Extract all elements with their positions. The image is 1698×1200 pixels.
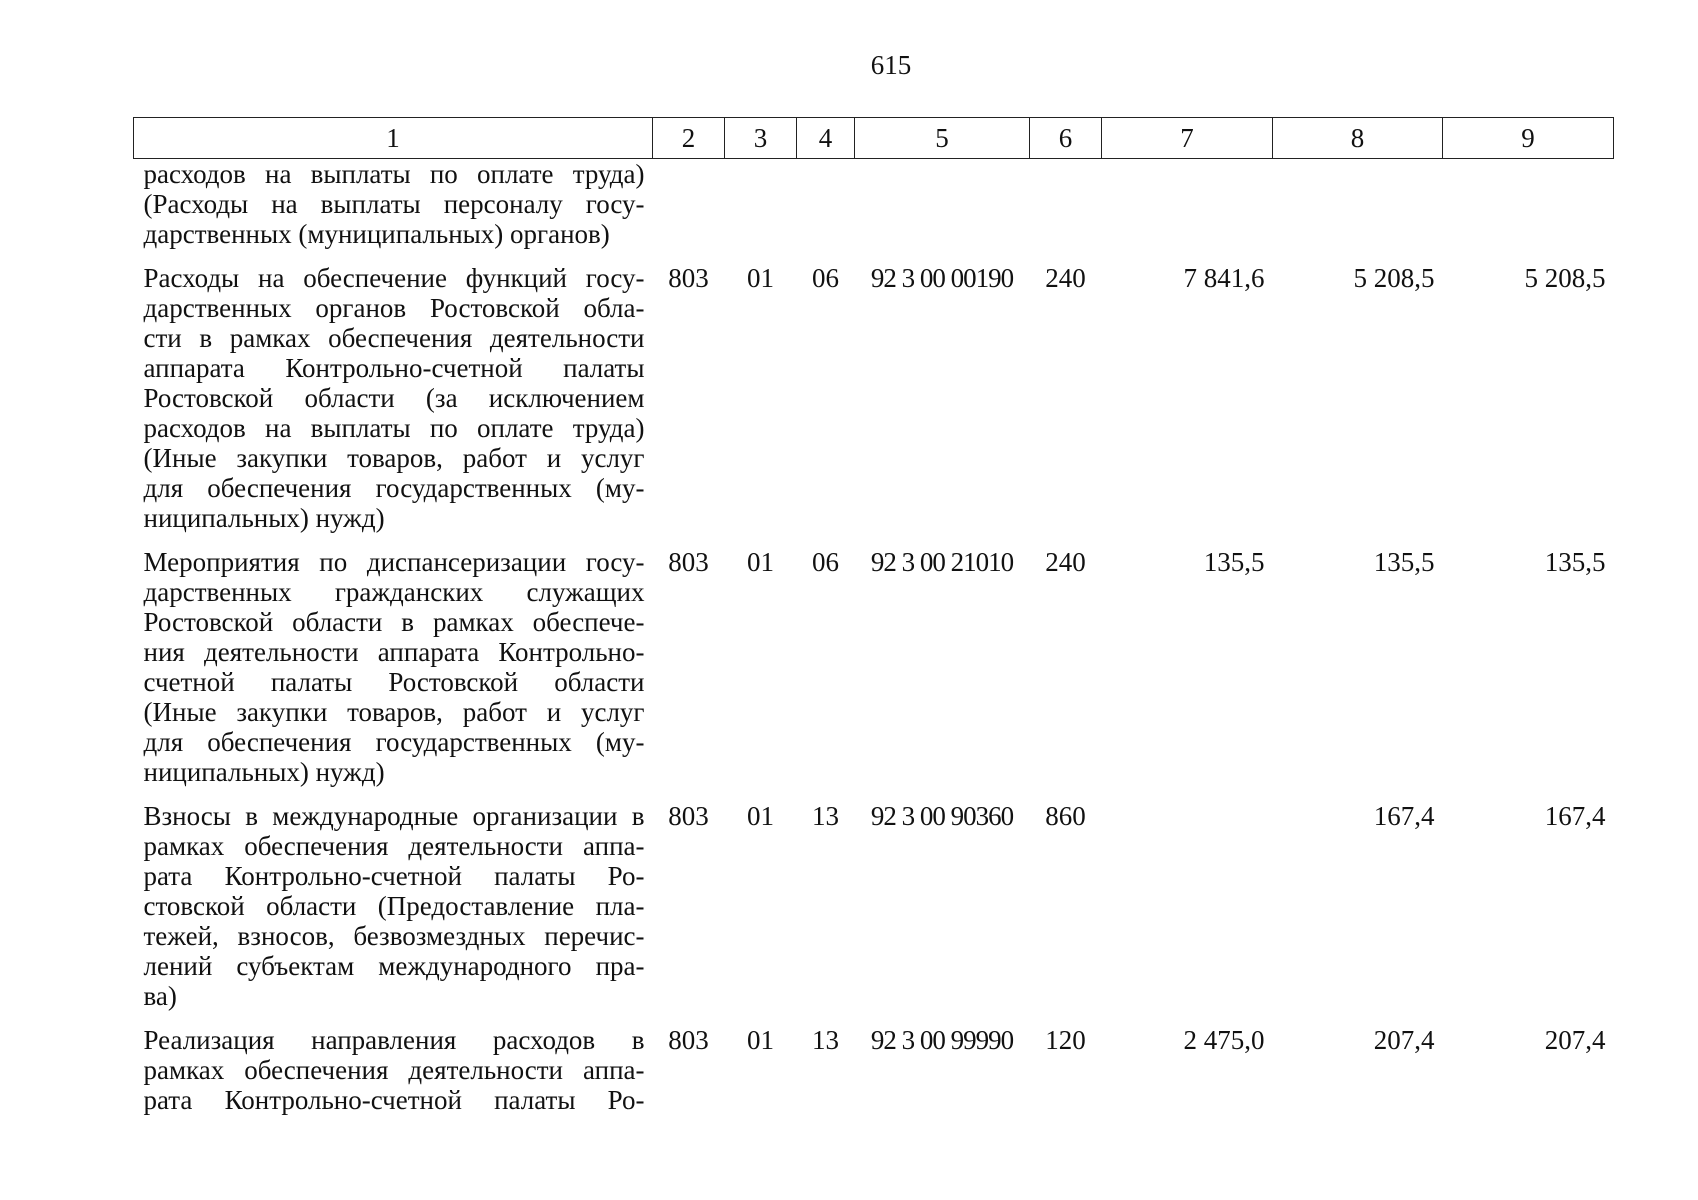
budget-table — [133, 117, 1614, 1129]
page-number: 615 — [870, 50, 912, 80]
amount-col-9 — [1443, 159, 1614, 264]
description-line: рата Контрольно-счетной палаты Ро- — [143, 861, 645, 891]
description-line: дарственных (муниципальных) органов) — [143, 219, 610, 249]
description-line: сти в рамках обеспечения деятельности — [143, 323, 645, 353]
subsection-code: 13 — [812, 1025, 839, 1055]
row-description — [134, 1025, 653, 1129]
ministry-code — [653, 159, 725, 264]
amount-col-7: 135,5 — [1203, 547, 1265, 577]
table-row — [134, 159, 1614, 264]
header-cell-4: 4 — [797, 118, 855, 159]
amount-col-7 — [1102, 801, 1273, 1025]
description-line: (Расходы на выплаты персоналу госу- — [143, 189, 645, 219]
ministry-code: 803 — [668, 1025, 709, 1055]
amount-col-7 — [1102, 159, 1273, 264]
amount-col-8: 5 208,5 — [1353, 263, 1435, 293]
expense-type-code — [1030, 159, 1102, 264]
section-code: 01 — [747, 547, 774, 577]
description-line: (Иные закупки товаров, работ и услуг — [143, 697, 645, 727]
amount-col-7: 7 841,6 — [1183, 263, 1265, 293]
header-cell-3: 3 — [725, 118, 797, 159]
description-line: ниципальных) нужд) — [143, 757, 385, 787]
description-line: (Иные закупки товаров, работ и услуг — [143, 443, 645, 473]
description-line: лений субъектам международного пра- — [143, 951, 645, 981]
amount-col-8 — [1273, 159, 1443, 264]
description-line: Мероприятия по диспансеризации госу- — [143, 547, 645, 577]
description-line: Взносы в международные организации в — [143, 801, 645, 831]
amount-col-9: 5 208,5 — [1524, 263, 1606, 293]
amount-col-9: 135,5 — [1544, 547, 1606, 577]
amount-col-9: 207,4 — [1544, 1025, 1606, 1055]
description-line: рамках обеспечения деятельности аппа- — [143, 831, 645, 861]
description-line: ния деятельности аппарата Контрольно- — [143, 637, 645, 667]
amount-col-9: 167,4 — [1544, 801, 1606, 831]
header-cell-9: 9 — [1443, 118, 1614, 159]
description-line: дарственных органов Ростовской обла- — [143, 293, 645, 323]
description-line: расходов на выплаты по оплате труда) — [143, 159, 645, 189]
header-cell-1: 1 — [134, 118, 653, 159]
header-cell-5: 5 — [855, 118, 1030, 159]
description-line: рамках обеспечения деятельности аппа- — [143, 1055, 645, 1085]
ministry-code: 803 — [668, 547, 709, 577]
subsection-code: 13 — [812, 801, 839, 831]
section-code: 01 — [747, 1025, 774, 1055]
target-article-code: 92 3 00 99990 — [870, 1025, 1014, 1055]
amount-col-8: 167,4 — [1373, 801, 1435, 831]
description-line: для обеспечения государственных (му- — [143, 473, 645, 503]
table-row — [134, 547, 1614, 801]
description-line: стовской области (Предоставление пла- — [143, 891, 645, 921]
description-line: аппарата Контрольно-счетной палаты — [143, 353, 645, 383]
table-row — [134, 263, 1614, 547]
section-code: 01 — [747, 263, 774, 293]
row-description — [134, 801, 653, 1025]
header-cell-6: 6 — [1030, 118, 1102, 159]
expense-type-code: 860 — [1045, 801, 1086, 831]
description-line: ниципальных) нужд) — [143, 503, 385, 533]
header-row — [134, 118, 1614, 159]
description-line: Расходы на обеспечение функций госу- — [143, 263, 645, 293]
target-article-code: 92 3 00 00190 — [870, 263, 1014, 293]
table-row — [134, 1025, 1614, 1129]
row-description — [134, 263, 653, 547]
target-article-code — [855, 159, 1030, 264]
row-description — [134, 547, 653, 801]
subsection-code: 06 — [812, 263, 839, 293]
section-code — [725, 159, 797, 264]
header-cell-7: 7 — [1102, 118, 1273, 159]
ministry-code: 803 — [668, 801, 709, 831]
description-line: счетной палаты Ростовской области — [143, 667, 645, 697]
amount-col-7: 2 475,0 — [1183, 1025, 1265, 1055]
header-cell-8: 8 — [1273, 118, 1443, 159]
description-line: расходов на выплаты по оплате труда) — [143, 413, 645, 443]
description-line: Реализация направления расходов в — [143, 1025, 645, 1055]
target-article-code: 92 3 00 90360 — [870, 801, 1014, 831]
subsection-code — [797, 159, 855, 264]
row-description — [134, 159, 653, 264]
amount-col-8: 207,4 — [1373, 1025, 1435, 1055]
description-line: Ростовской области (за исключением — [143, 383, 645, 413]
header-cell-2: 2 — [653, 118, 725, 159]
description-line: для обеспечения государственных (му- — [143, 727, 645, 757]
expense-type-code: 240 — [1045, 263, 1086, 293]
target-article-code: 92 3 00 21010 — [870, 547, 1014, 577]
description-line: дарственных гражданских служащих — [143, 577, 645, 607]
description-line: тежей, взносов, безвозмездных перечис- — [143, 921, 645, 951]
table-row — [134, 801, 1614, 1025]
subsection-code: 06 — [812, 547, 839, 577]
expense-type-code: 240 — [1045, 547, 1086, 577]
amount-col-8: 135,5 — [1373, 547, 1435, 577]
expense-type-code: 120 — [1045, 1025, 1086, 1055]
section-code: 01 — [747, 801, 774, 831]
description-line: ва) — [143, 981, 177, 1011]
description-line: рата Контрольно-счетной палаты Ро- — [143, 1085, 645, 1115]
description-line: Ростовской области в рамках обеспече- — [143, 607, 645, 637]
ministry-code: 803 — [668, 263, 709, 293]
